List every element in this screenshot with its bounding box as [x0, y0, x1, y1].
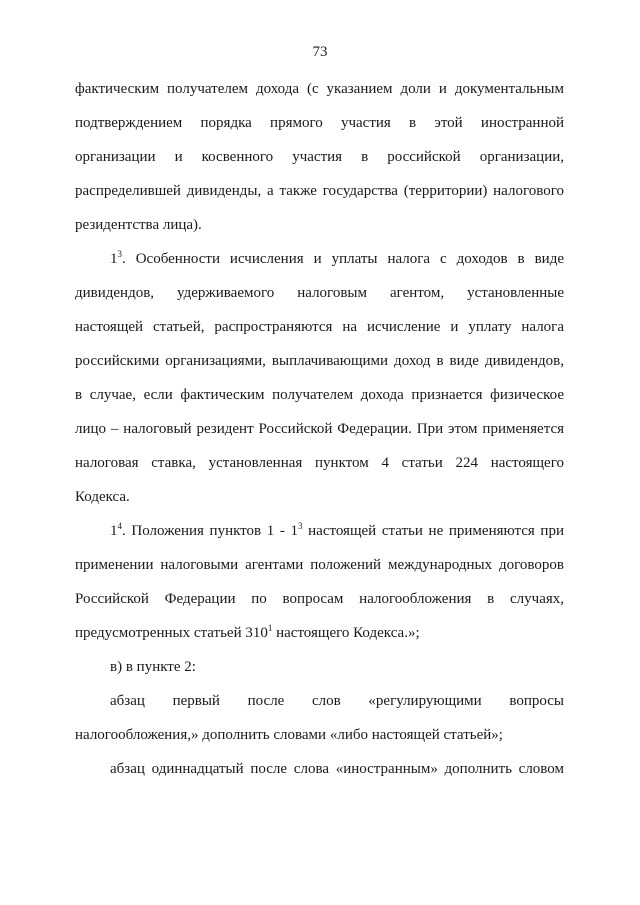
line-text: Особенности исчисления и уплаты налога с доходов в виде: [135, 251, 564, 267]
paragraph-1-4: [75, 514, 564, 650]
text-line: налогообложения,» дополнить словами «либо настоящей статьей»;: [75, 727, 503, 743]
text-line: российскими организациями, выплачивающими доход в виде дивидендов,: [75, 353, 564, 369]
text-line: Российской Федерации по вопросам налогообложения в случаях,: [75, 591, 564, 607]
text-line: резидентства лица).: [75, 217, 202, 233]
paragraph-subitem-v: [75, 650, 564, 684]
text-line: настоящей статьей, распространяются на исчисление и уплату налога: [75, 319, 564, 335]
clause-number: 1: [110, 251, 118, 267]
text-line: дивидендов, удерживаемого налоговым агентом, установленные: [75, 285, 564, 301]
text-line: фактическим получателем дохода (с указанием доли и документальным: [75, 81, 564, 97]
clause-number-suffix: .: [122, 251, 126, 267]
text-line: в случае, если фактическим получателем дохода признается физическое: [75, 387, 564, 403]
text-line: [75, 514, 564, 548]
text-line: распределившей дивиденды, а также государства (территории) налогового: [75, 183, 564, 199]
article-superscript: 1: [267, 623, 273, 633]
paragraph-eleventh-abzac: [75, 752, 564, 786]
text-line: подтверждением порядка прямого участия в этой иностранной: [75, 115, 564, 131]
text-line: организации и косвенного участия в российской организации,: [75, 149, 564, 165]
text-line: в) в пункте 2:: [110, 659, 196, 675]
text-line: налоговая ставка, установленная пунктом 4 статьи 224 настоящего: [75, 455, 564, 471]
document-body: [75, 72, 564, 786]
line-text: . Положения пунктов 1 - 1: [122, 523, 299, 539]
clause-superscript: 4: [117, 521, 122, 531]
line-text: настоящего Кодекса.»;: [272, 625, 420, 641]
line-text: предусмотренных статьей 310: [75, 625, 268, 641]
paragraph-1-3: [75, 242, 564, 514]
text-line: [75, 242, 564, 276]
text-line: лицо – налоговый резидент Российской Федерации. При этом применяется: [75, 421, 564, 437]
text-line: [75, 616, 564, 650]
line-text: настоящей статьи не применяются при: [302, 523, 564, 539]
text-line: применении налоговыми агентами положений международных договоров: [75, 557, 564, 573]
text-line: Кодекса.: [75, 489, 130, 505]
text-line: абзац первый после слов «регулирующими вопросы: [110, 693, 564, 709]
text-line: абзац одиннадцатый после слова «иностранным» дополнить словом: [110, 761, 564, 777]
clause-number: 1: [110, 523, 118, 539]
reference-superscript: 3: [298, 521, 303, 531]
clause-superscript: 3: [117, 249, 122, 259]
page-number: 73: [312, 44, 328, 60]
paragraph-first-abzac: [75, 684, 564, 752]
paragraph: [75, 72, 564, 242]
